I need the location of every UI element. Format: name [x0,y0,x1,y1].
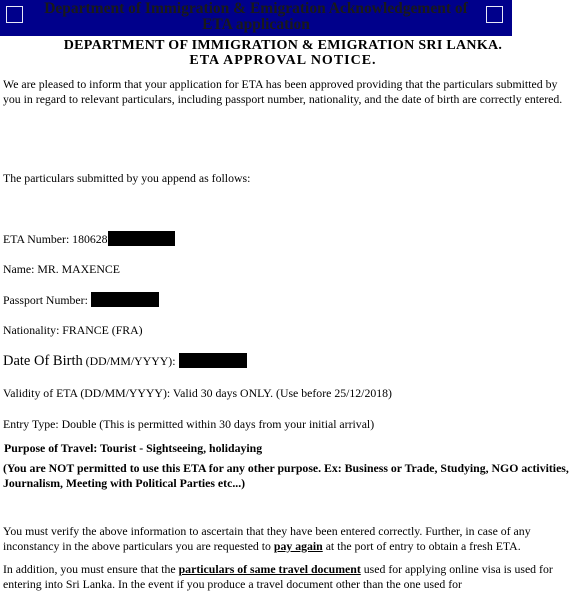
nationality-field: Nationality: FRANCE (FRA) [3,323,143,337]
purpose-restriction: (You are NOT permitted to use this ETA for any other purpose. Ex: Business or Trade, Studying, NGO activities, Journalism, Meeting with Political Parties etc...) [3,461,569,490]
purpose-of-travel: Purpose of Travel: Tourist - Sightseeing, holidaying [4,441,263,455]
notice-heading: ETA APPROVAL NOTICE. [189,53,377,68]
name-field: Name: MR. MAXENCE [3,262,120,276]
intro-paragraph: We are pleased to inform that your application for ETA has been approved providing that the particulars submitted by you in regard to relevant particulars, including passport number, nationality, and the date of birth are correctly entered. [3,77,563,106]
entry-type-field: Entry Type: Double (This is permitted within 30 days from your initial arrival) [3,417,375,431]
particulars-intro: The particulars submitted by you append as follows: [3,171,251,185]
redaction-bar [91,292,159,307]
checkbox-icon [486,6,503,23]
department-heading: DEPARTMENT OF IMMIGRATION & EMIGRATION SRI LANKA. [63,38,503,53]
checkbox-icon [6,6,23,23]
travel-document-paragraph: In addition, you must ensure that the particulars of same travel document used for applying online visa is used for entering into Sri Lanka. In the event if you produce a travel document other than the one used for [3,562,553,591]
travel-document-emphasis: particulars of same travel document [178,562,361,576]
redaction-bar [179,353,247,368]
passport-number: Passport Number: [3,292,159,308]
banner-title: Department of Immigration & Emigration Acknowledgement of ETA application [44,0,468,33]
header-banner [0,0,512,36]
eta-number: ETA Number: 180628 [3,231,175,247]
verify-paragraph: You must verify the above information to ascertain that they have been entered correctly. Further, in case of any inconstancy in the above particulars you are requested to pay again at the port of entry to obtain a fresh ETA. [3,524,531,553]
redaction-bar [108,231,175,246]
pay-again-emphasis: pay again [273,539,323,553]
validity-field: Validity of ETA (DD/MM/YYYY): Valid 30 days ONLY. (Use before 25/12/2018) [3,386,392,400]
date-of-birth: Date Of Birth (DD/MM/YYYY): [3,353,247,370]
